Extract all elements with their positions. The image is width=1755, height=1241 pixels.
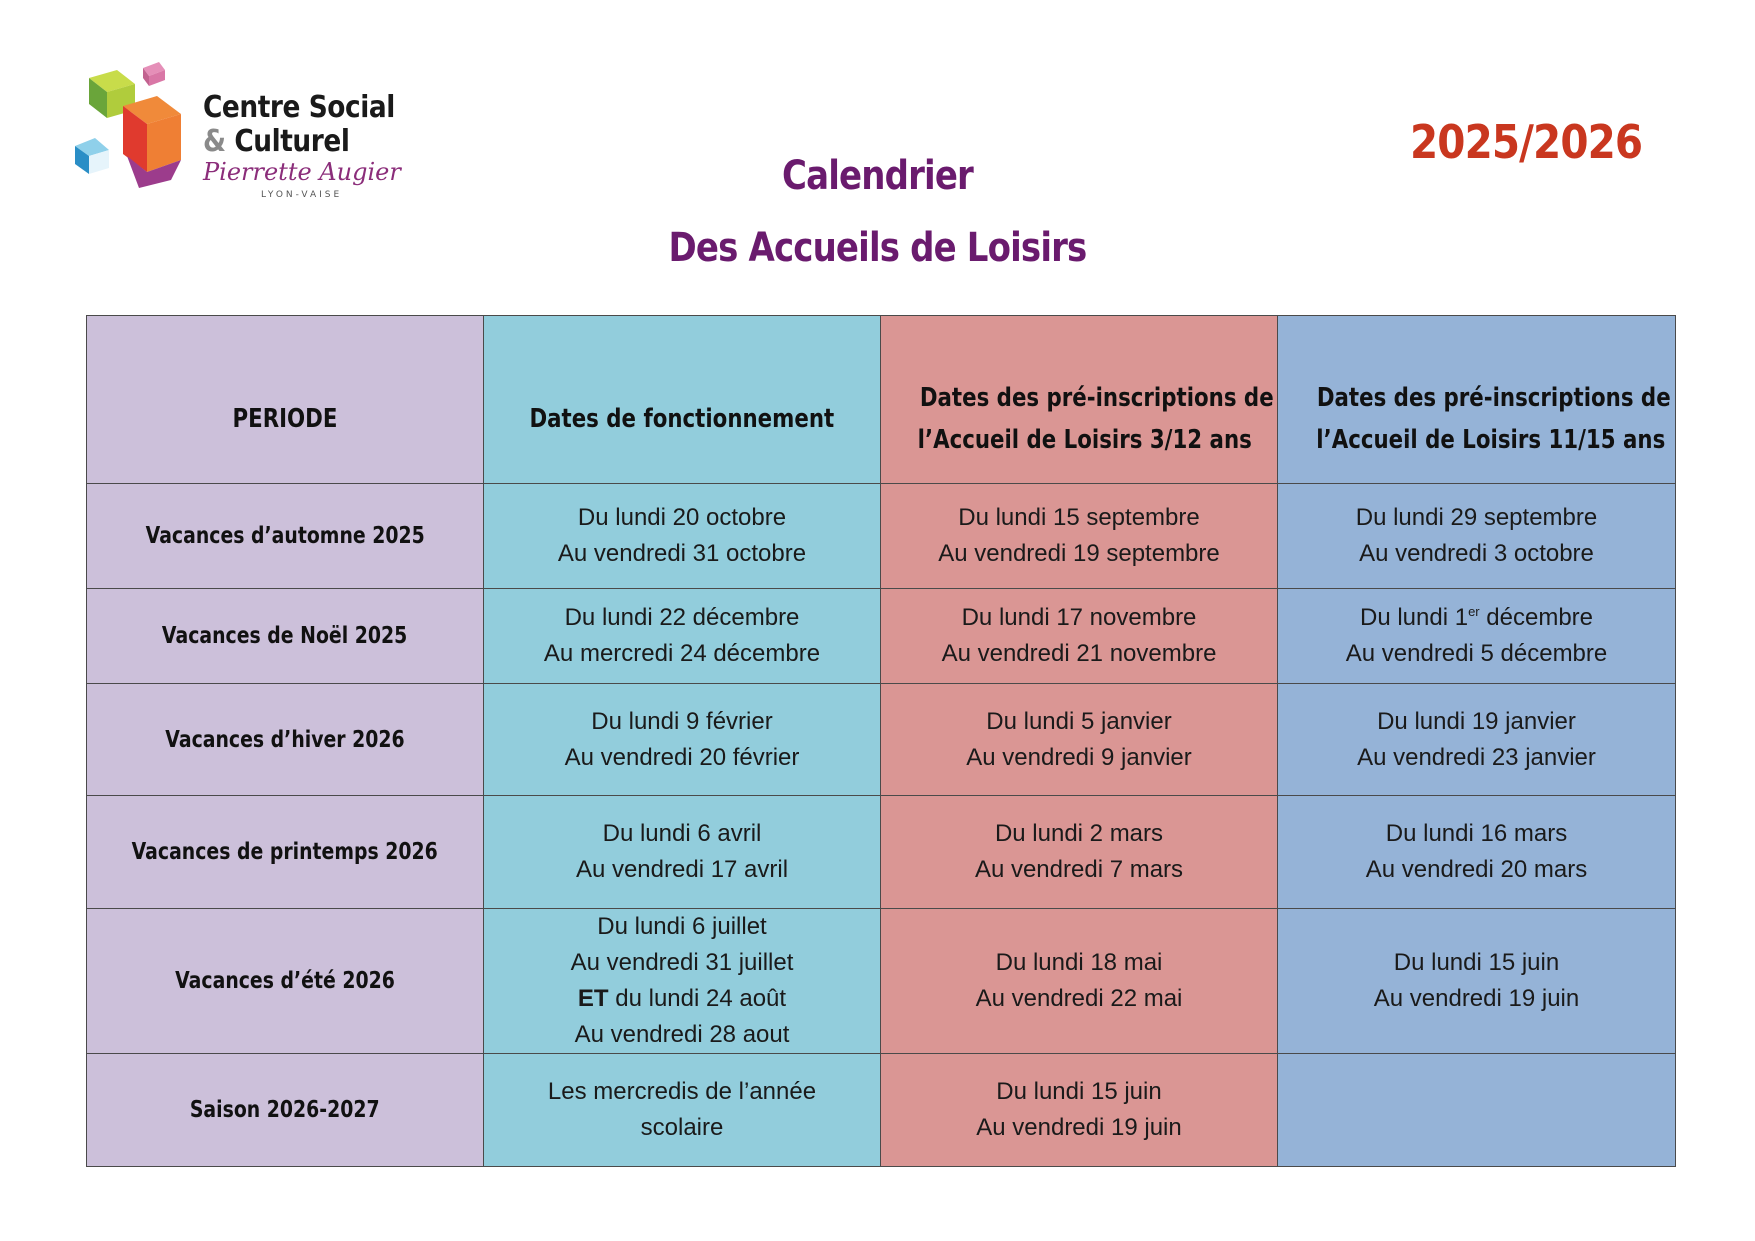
fonctionnement-cell [484,909,881,1054]
date-line: Au vendredi 17 avril [575,856,789,883]
pre-3-12-cell [881,684,1278,796]
pre-11-15-cell [1278,909,1676,1054]
date-line: Du lundi 9 février [591,707,773,735]
date-line: Au vendredi 22 mai [975,985,1183,1012]
date-line: Au vendredi 19 septembre [938,540,1220,567]
date-line [1278,600,1675,636]
logo-line-2-text: Culturel [225,124,350,159]
page-title: Calendrier [782,153,973,199]
logo-ampersand: & [203,124,226,159]
period-label: Vacances d’hiver 2026 [165,726,405,753]
pre-11-15-cell [1278,484,1676,589]
ordinal-superscript: er [1468,604,1480,619]
pre-3-12-cell [881,796,1278,909]
fonctionnement-cell [484,796,881,909]
logo-script-name: Pierrette Augier [203,158,401,186]
header-pre-inscriptions-3-12 [881,316,1278,484]
header-fonctionnement [484,316,881,484]
date-line: Du lundi 20 octobre [577,504,787,531]
period-label: Saison 2026-2027 [190,1097,380,1123]
date-line: Du lundi 29 septembre [1355,504,1598,531]
date-line-part: Du lundi 1 [1359,604,1469,631]
period-label: Vacances de Noël 2025 [162,623,408,649]
date-line: Du lundi 16 mars [1385,820,1568,847]
header-periode [87,316,484,484]
date-line: Les mercredis de l’année [547,1078,817,1105]
table-row [87,909,1676,1054]
table-row [87,1054,1676,1167]
date-line: Au vendredi 28 aout [574,1021,790,1048]
date-line: Au vendredi 19 juin [1373,985,1580,1012]
date-line: Du lundi 19 janvier [1377,707,1576,735]
date-line: Au vendredi 7 mars [974,856,1184,883]
fonctionnement-cell [484,684,881,796]
date-line-part: décembre [1479,604,1594,631]
pre-3-12-cell [881,589,1278,684]
date-line-part: du lundi 24 août [608,985,787,1012]
date-line: Du lundi 6 avril [602,820,762,847]
period-cell [87,909,484,1054]
fonctionnement-cell [484,484,881,589]
date-line: Du lundi 18 mai [995,949,1163,976]
header-pre3-line2: l’Accueil de Loisirs 3/12 ans [917,424,1252,455]
date-line: Au vendredi 19 juin [976,1114,1182,1141]
pre-11-15-cell [1278,589,1676,684]
date-line: Du lundi 15 juin [996,1078,1162,1105]
period-label: Vacances d’été 2026 [175,968,395,994]
header-pre-inscriptions-11-15 [1278,316,1676,484]
header-periode-text: PERIODE [232,403,338,434]
date-line: Du lundi 2 mars [994,820,1164,847]
pre-3-12-cell [881,1054,1278,1167]
period-cell [87,684,484,796]
pre-3-12-cell [881,909,1278,1054]
period-cell [87,796,484,909]
date-line: Du lundi 15 septembre [958,504,1200,531]
et-bold: ET [577,985,609,1012]
date-line: Au vendredi 23 janvier [1357,743,1596,771]
date-line: Au vendredi 20 février [564,743,800,771]
table-row [87,484,1676,589]
pre-11-15-cell [1278,684,1676,796]
date-line: Du lundi 17 novembre [961,604,1197,631]
period-label: Vacances d’automne 2025 [145,523,425,549]
table-row [87,796,1676,909]
date-line: Au vendredi 3 octobre [1359,540,1594,567]
date-line: Au vendredi 21 novembre [941,640,1217,667]
header-fonctionnement-text: Dates de fonctionnement [529,403,835,434]
header-pre3-line1: Dates des pré-inscriptions de [919,382,1274,413]
table-row [87,589,1676,684]
date-line: Du lundi 5 janvier [986,707,1172,735]
date-line: Au vendredi 9 janvier [966,743,1192,771]
date-line: Au mercredi 24 décembre [543,640,821,667]
logo-city: LYON-VAISE [261,190,343,200]
date-line: Au vendredi 31 juillet [570,949,794,976]
school-year: 2025/2026 [1410,115,1643,169]
calendar-table [86,315,1676,1167]
date-line: scolaire [640,1114,724,1141]
period-cell [87,589,484,684]
header-pre11-line2: l’Accueil de Loisirs 11/15 ans [1316,424,1666,455]
page-subtitle: Des Accueils de Loisirs [668,225,1087,271]
pre-11-15-cell-empty [1278,1054,1676,1167]
date-line: Du lundi 15 juin [1393,949,1560,976]
date-line: Du lundi 22 décembre [564,604,800,631]
date-line [484,981,880,1017]
period-label: Vacances de printemps 2026 [131,839,439,865]
fonctionnement-cell [484,1054,881,1167]
period-cell [87,1054,484,1167]
header-pre11-line1: Dates des pré-inscriptions de [1316,382,1671,413]
fonctionnement-cell [484,589,881,684]
table-header-row [87,316,1676,484]
date-line: Au vendredi 20 mars [1365,856,1588,883]
date-line: Au vendredi 5 décembre [1345,640,1608,667]
pre-3-12-cell [881,484,1278,589]
date-line: Du lundi 6 juillet [597,913,767,940]
table-row [87,684,1676,796]
date-line: Au vendredi 31 octobre [557,540,807,567]
period-cell [87,484,484,589]
pre-11-15-cell [1278,796,1676,909]
logo-line-1: Centre Social [203,90,395,125]
